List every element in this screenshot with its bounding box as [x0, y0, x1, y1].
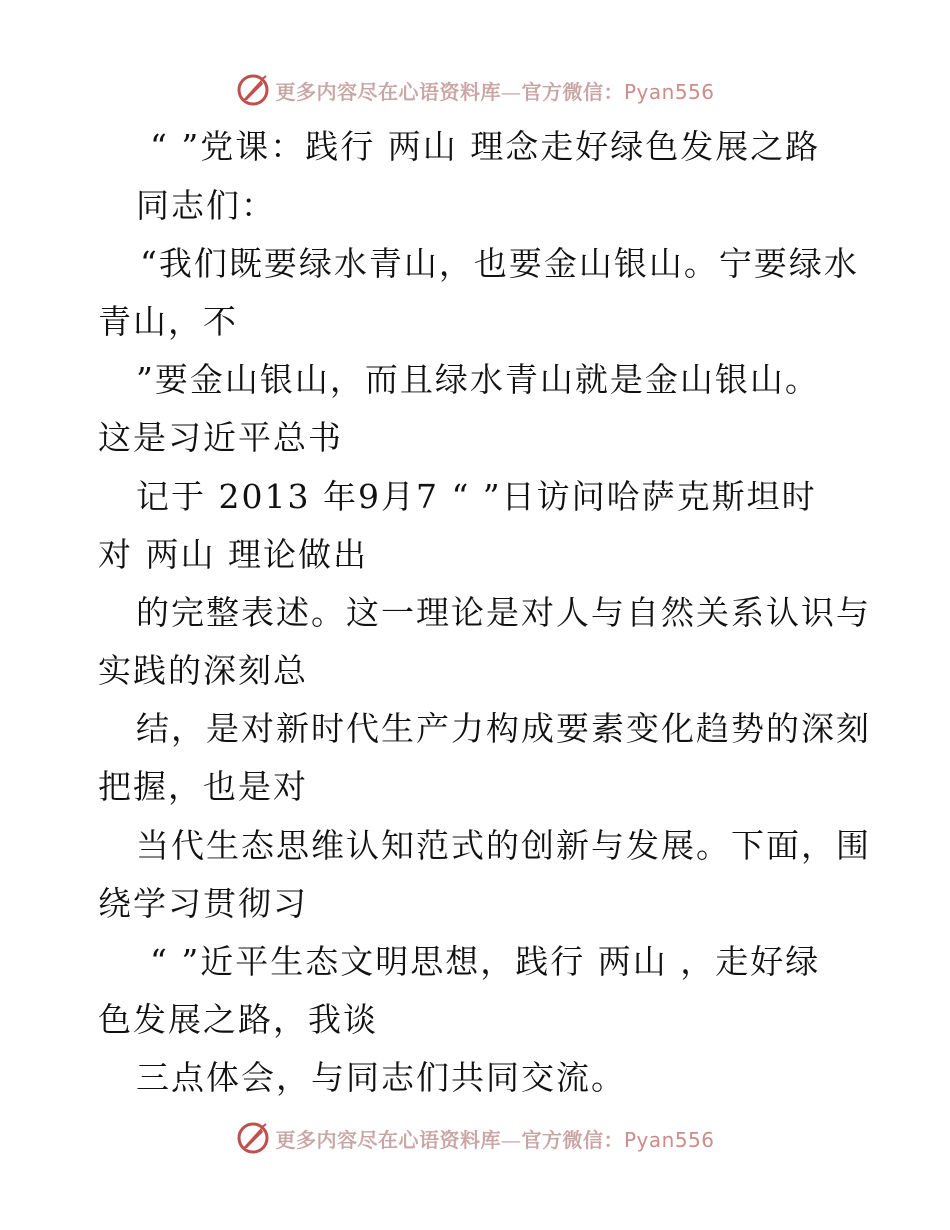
- quill-logo-icon: [235, 72, 271, 108]
- doc-line: 同志们：: [136, 186, 276, 225]
- doc-line: 色发展之路，我谈: [98, 1000, 378, 1039]
- doc-line: 实践的深刻总: [98, 651, 308, 690]
- watermark-separator: —: [500, 79, 522, 104]
- doc-line: 结，是对新时代生产力构成要素变化趋势的深刻: [136, 709, 871, 748]
- watermark-wechat-id: Pyan556: [623, 79, 715, 104]
- doc-line: “ ”近平生态文明思想，践行 两山 ，走好绿: [150, 942, 821, 981]
- doc-line: “我们既要绿水青山，也要金山银山。宁要绿水: [140, 244, 859, 283]
- doc-line: 的完整表述。这一理论是对人与自然关系认识与: [136, 593, 871, 632]
- quill-logo-icon: [235, 1120, 271, 1156]
- doc-line: 把握，也是对: [98, 767, 308, 806]
- doc-line: 绕学习贯彻习: [98, 884, 308, 923]
- watermark-separator: —: [500, 1127, 522, 1152]
- doc-line: 这是习近平总书: [98, 418, 343, 457]
- watermark-wechat-id: Pyan556: [623, 1127, 715, 1152]
- watermark-text: [275, 1124, 714, 1153]
- watermark-wechat-label: 官方微信：: [521, 1127, 624, 1152]
- doc-line: 当代生态思维认知范式的创新与发展。下面，围: [136, 826, 871, 865]
- doc-line: ”要金山银山，而且绿水青山就是金山银山。: [136, 360, 820, 399]
- doc-line: 青山，不: [98, 302, 238, 341]
- watermark-main-text: 更多内容尽在心语资料库: [275, 79, 501, 104]
- doc-title: “ ”党课：践行 两山 理念走好绿色发展之路: [150, 127, 821, 166]
- doc-line: 记于 2013 年9月7 “ ”日访问哈萨克斯坦时: [136, 477, 817, 516]
- watermark-banner-top: [0, 70, 950, 110]
- watermark-banner-bottom: [0, 1118, 950, 1158]
- watermark-main-text: 更多内容尽在心语资料库: [275, 1127, 501, 1152]
- doc-line: 三点体会，与同志们共同交流。: [136, 1058, 626, 1097]
- doc-line: 对 两山 理论做出: [98, 535, 368, 574]
- watermark-text: [275, 76, 714, 105]
- watermark-wechat-label: 官方微信：: [521, 79, 624, 104]
